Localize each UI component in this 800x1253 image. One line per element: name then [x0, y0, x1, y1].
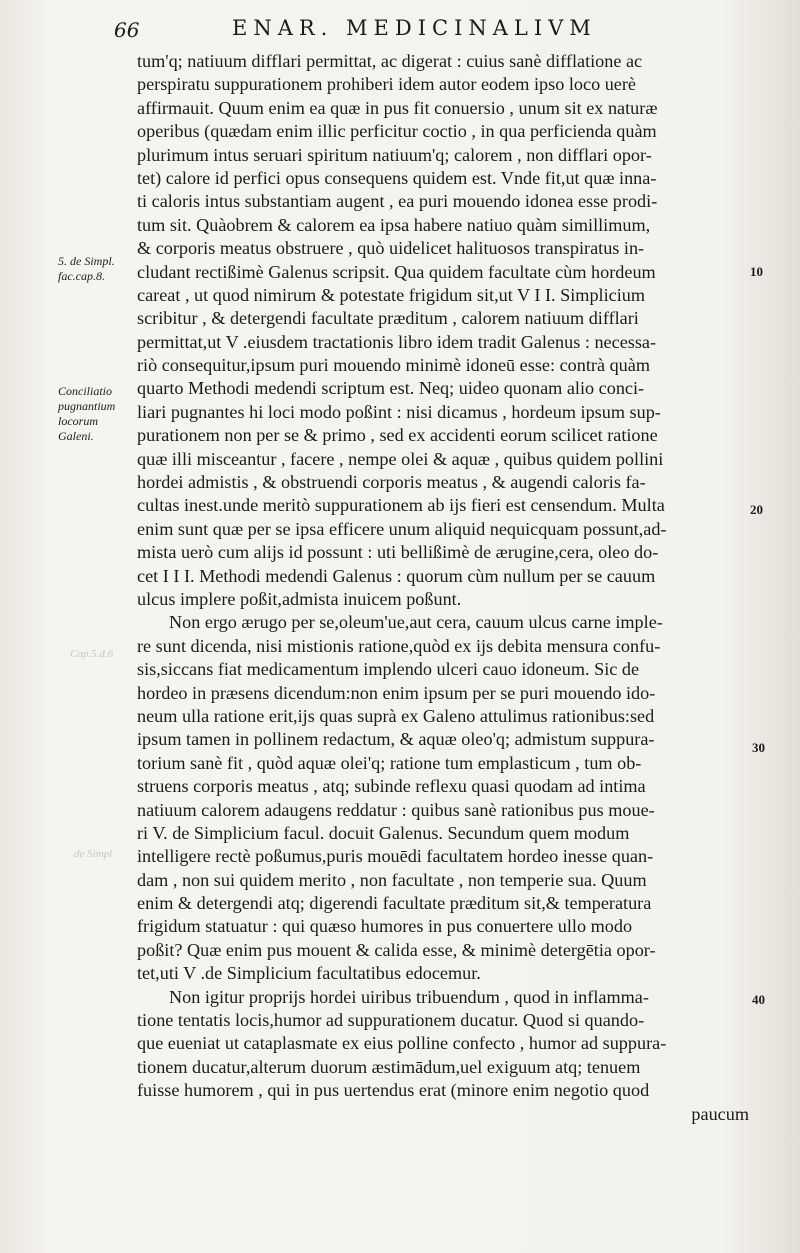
text-line: cultas inest.unde meritò suppurationem ab ijs fieri est censendum. Multa	[137, 495, 665, 516]
text-line: tet,uti V .de Simplicium facultatibus edocemur.	[137, 963, 481, 984]
text-line: cludant rectißimè Galenus scripsit. Qua quidem facultate cùm hordeum	[137, 261, 656, 282]
text-line: struens corporis meatus , atq; subinde reflexu quasi quodam ad intima	[137, 776, 646, 797]
margin-note-conciliatio: Conciliatio pugnantium locorum Galeni.	[58, 384, 116, 443]
text-line: quarto Methodi medendi scriptum est. Neq; uideo quonam alio conci-	[137, 378, 645, 399]
text-line: careat , ut quod nimirum & potestate frigidum sit,ut V I I. Simplicium	[137, 284, 646, 305]
text-line-paragraph-start: Non ergo ærugo per se,oleum'ue,aut cera, cauum ulcus carne imple-	[169, 612, 663, 633]
text-line: quæ illi misceantur , facere , nempe olei & aquæ , quibus quidem pollini	[137, 448, 664, 469]
text-line: tionem ducatur,alterum duorum æstimādum,uel exiguum atq; tenuem	[137, 1056, 641, 1077]
line-number-40: 40	[752, 992, 765, 1007]
text-line: frigidum statuatur : qui quæso humores in pus conuertere ullo modo	[137, 916, 633, 937]
text-line: ipsum tamen in pollinem redactum, & aquæ oleo'q; admistum suppura-	[137, 729, 655, 750]
bleed-through-note: de Simpl	[74, 848, 113, 860]
text-line: riò consequitur,ipsum puri mouendo minimè idoneū esse: contrà quàm	[137, 355, 650, 376]
line-number-10: 10	[750, 264, 763, 279]
text-line: intelligere rectè poßumus,puris mouēdi facultatem hordeo inesse quan-	[137, 846, 654, 867]
text-line: neum ulla ratione erit,ijs quas suprà ex Galeno attulimus rationibus:sed	[137, 705, 655, 726]
text-line: tum sit. Quàobrem & calorem ea ipsa habere natiuo quàm simillimum,	[137, 214, 651, 235]
text-line: liari pugnantes hi loci modo poßint : nisi dicamus , hordeum ipsum sup-	[137, 401, 661, 422]
text-line: torium sanè fit , quòd aquæ olei'q; ratione tum emplasticum , tum ob-	[137, 752, 642, 773]
text-line: affirmauit. Quum enim ea quæ in pus fit conuersio , unum sit ex naturæ	[137, 97, 658, 118]
text-line: fuisse humorem , qui in pus uertendus erat (minore enim negotio quod	[137, 1080, 650, 1101]
text-line: enim sunt quæ per se ipsa efficere unum aliquid nequicquam possunt,ad-	[137, 518, 667, 539]
bleed-through-note: Cap.5.d.6	[70, 648, 114, 660]
text-line: operibus (quædam enim illic perficitur coctio , in qua perficienda quàm	[137, 121, 657, 142]
body-text	[137, 50, 749, 1126]
text-line: perspiratu suppurationem prohiberi idem autor eodem ipso loco uerè	[137, 74, 637, 95]
page-number: 66	[114, 18, 140, 42]
text-line: ri V. de Simplicium facul. docuit Galenus. Secundum quem modum	[137, 822, 630, 843]
text-line: hordei admistis , & obstruendi corporis meatus , & augendi caloris fa-	[137, 472, 646, 493]
text-line: ulcus implere poßit,admista inuicem poßunt.	[137, 588, 462, 609]
text-line-paragraph-start: Non igitur proprijs hordei uiribus tribuendum , quod in inflamma-	[169, 986, 649, 1007]
text-line: scribitur , & detergendi facultate præditum , calorem natiuum difflari	[137, 308, 639, 329]
line-number-20: 20	[750, 502, 763, 517]
text-line: sis,siccans fiat medicamentum implendo ulceri cauo idoneum. Sic de	[137, 659, 640, 680]
text-line: dam , non sui quidem merito , non facultate , non temperie sua. Quum	[137, 869, 647, 890]
text-line: que eueniat ut cataplasmate ex eius polline confecto , humor ad suppura-	[137, 1033, 667, 1054]
text-line: poßit? Quæ enim pus mouent & calida esse, & minimè detergētia opor-	[137, 939, 656, 960]
text-line: re sunt dicenda, nisi mistionis ratione,quòd ex ijs debita mensura confu-	[137, 635, 661, 656]
text-line: tum'q; natiuum difflari permittat, ac digerat : cuius sanè difflatione ac	[137, 51, 643, 71]
text-line: natiuum calorem adaugens reddatur : quibus sanè rationibus pus moue-	[137, 799, 655, 820]
text-line: cet I I I. Methodi medendi Galenus : quorum cùm nullum per se cauum	[137, 565, 656, 586]
text-line: & corporis meatus obstruere , quò uidelicet halituosos transpiratus in-	[137, 238, 645, 259]
text-line: tet) calore id perfici opus consequens quidem est. Vnde fit,ut quæ inna-	[137, 167, 657, 188]
catchword: paucum	[691, 1103, 749, 1124]
text-line: mista uerò cum alijs id possunt : uti bellißimè de ærugine,cera, oleo do-	[137, 542, 659, 563]
text-line: hordeo in præsens dicendum:non enim ipsum per se puri mouendo ido-	[137, 682, 656, 703]
line-number-30: 30	[752, 740, 765, 755]
text-line: permittat,ut V .eiusdem tractationis libro idem tradit Galenus : necessa-	[137, 331, 657, 352]
text-line: plurimum intus seruari spiritum natiuum'q; calorem , non difflari opor-	[137, 144, 652, 165]
text-line: purationem non per se & primo , sed ex accidenti eorum scilicet ratione	[137, 425, 658, 446]
text-line: tione tentatis locis,humor ad suppurationem ducatur. Quod si quando-	[137, 1010, 645, 1031]
running-head: ENAR. MEDICINALIVM	[232, 16, 597, 40]
text-line: ti caloris intus substantiam augent , ea puri mouendo idonea esse prodi-	[137, 191, 658, 212]
margin-note-reference: 5. de Simpl. fac.cap.8.	[58, 254, 115, 283]
text-line: enim & detergendi atq; digerendi facultate præditum sit,& temperatura	[137, 893, 652, 914]
